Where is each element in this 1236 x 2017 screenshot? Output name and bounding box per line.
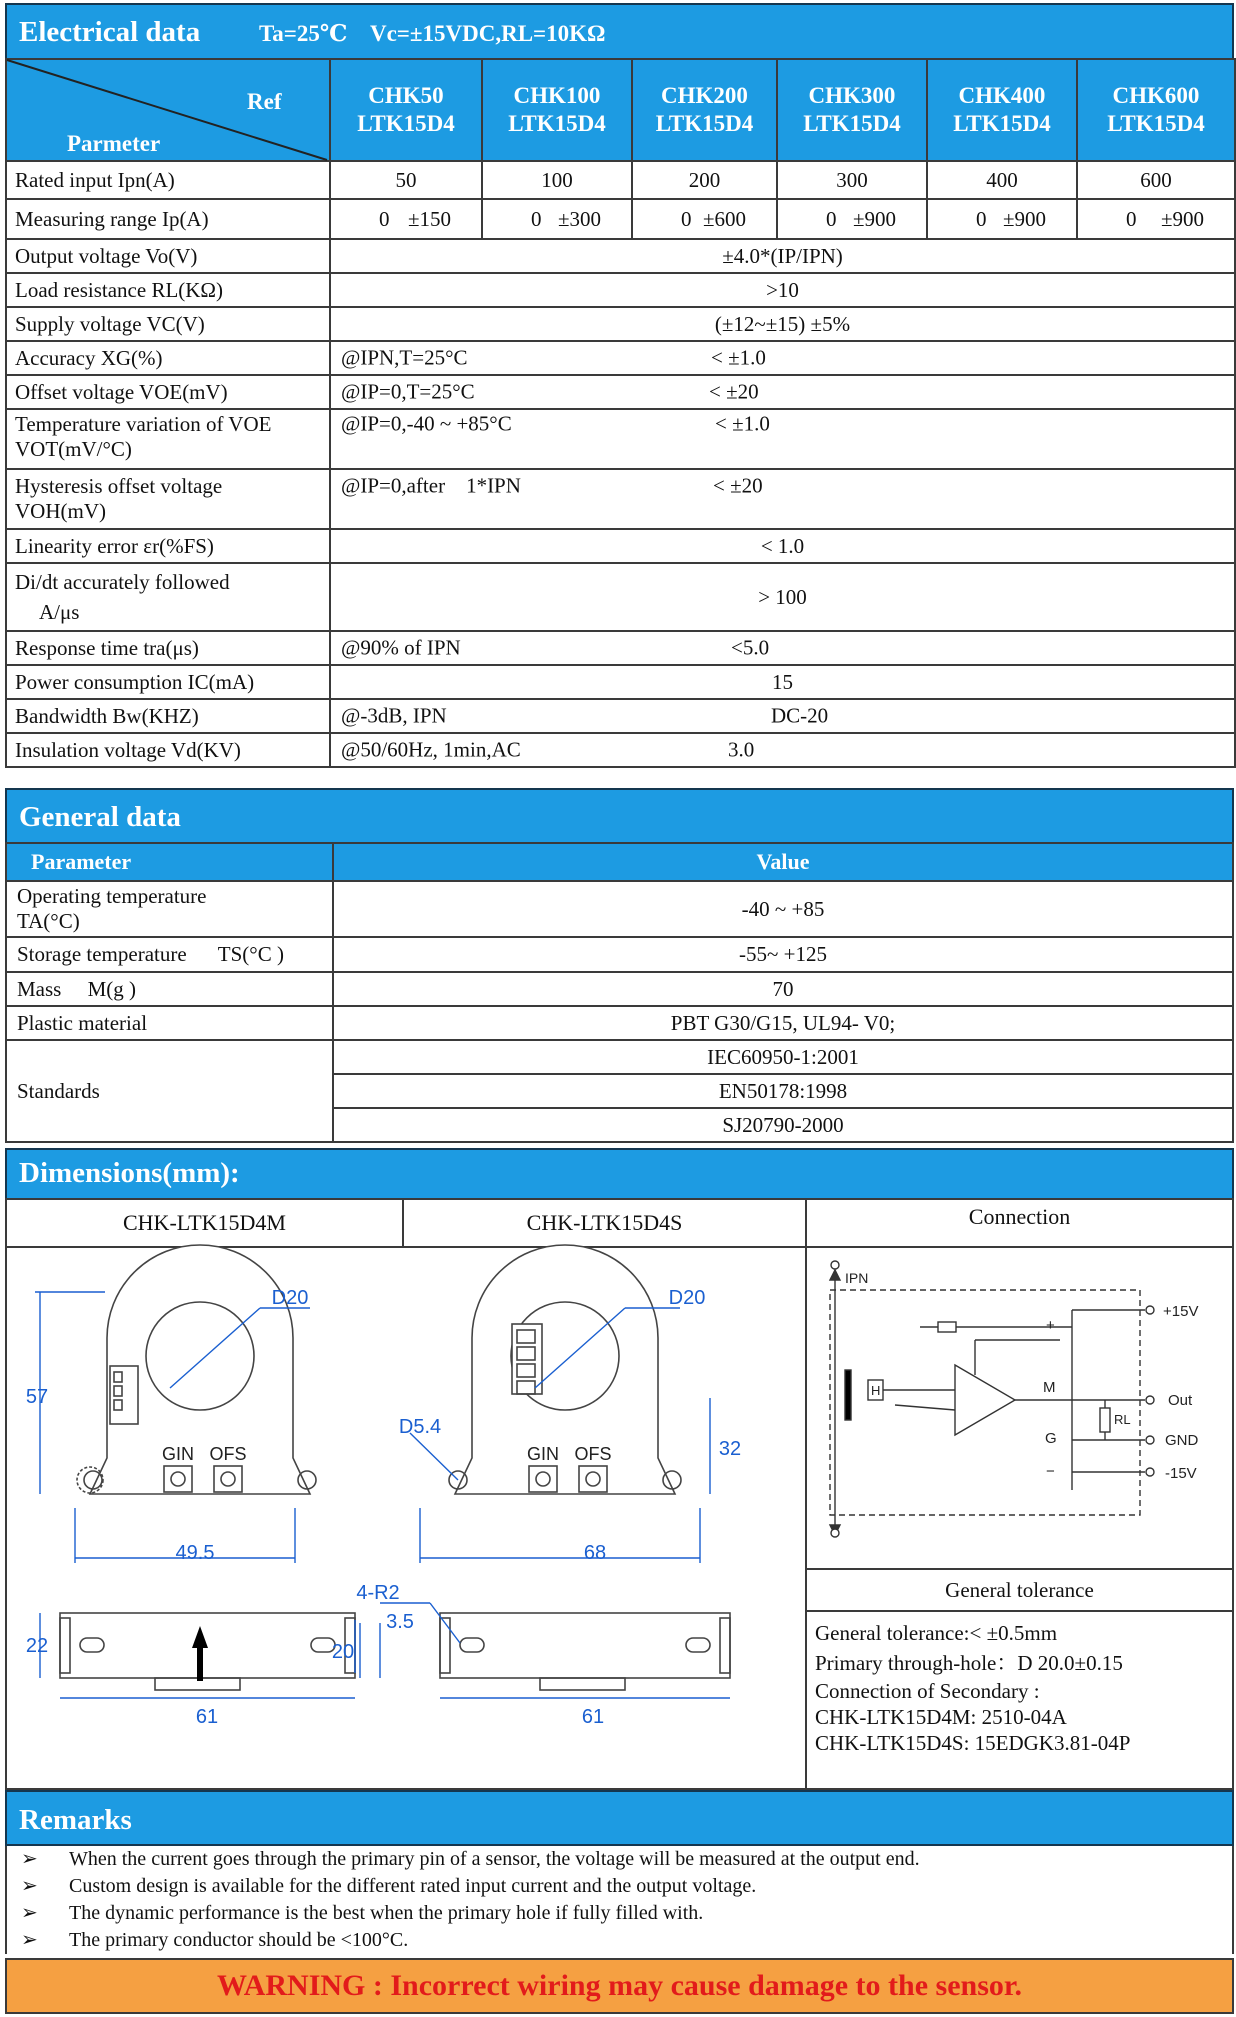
tolerance-line: General tolerance:< ±0.5mm bbox=[815, 1621, 1058, 1645]
mass-label: Mass M(g ) bbox=[6, 972, 333, 1006]
insulation-value: 3.0 bbox=[728, 737, 755, 762]
linearity-label: Linearity error εr(%FS) bbox=[6, 529, 330, 563]
bandwidth-value: DC-20 bbox=[771, 703, 829, 728]
dimensions-title-bar bbox=[5, 1148, 1234, 1200]
offset-voltage-label: Offset voltage VOE(mV) bbox=[6, 375, 330, 409]
remarks-list bbox=[5, 1846, 1234, 1954]
drawing-s bbox=[331, 1258, 790, 1758]
hysteresis-value-cell bbox=[330, 469, 1235, 529]
general-value-header: Value bbox=[333, 843, 1233, 881]
supply-voltage-value: (±12~±15) ±5% bbox=[330, 307, 1235, 341]
measuring-range-value: 0 ±600 bbox=[632, 199, 777, 239]
hysteresis-label: Hysteresis offset voltage VOH(mV) bbox=[6, 469, 330, 529]
tolerance-line: CHK-LTK15D4S: 15EDGK3.81-04P bbox=[815, 1731, 1131, 1755]
tolerance-line: CHK-LTK15D4M: 2510-04A bbox=[815, 1705, 1067, 1729]
response-time-value-cell bbox=[330, 631, 1235, 665]
conn-h-label: H bbox=[871, 1383, 881, 1398]
accuracy-value-cell bbox=[330, 341, 1235, 375]
measuring-range-value: 0 ±900 bbox=[777, 199, 927, 239]
model-header-6: CHK600 LTK15D4 bbox=[1077, 59, 1235, 161]
bandwidth-label: Bandwidth Bw(KHZ) bbox=[6, 699, 330, 733]
output-voltage-row bbox=[6, 239, 1235, 273]
offset-voltage-value-cell bbox=[330, 375, 1235, 409]
gin-label-s: GIN bbox=[526, 1444, 560, 1464]
dim-22: 22 bbox=[25, 1635, 49, 1657]
general-row bbox=[6, 881, 1233, 937]
conn-plus15-label: +15V bbox=[1163, 1303, 1199, 1320]
model-m-label: CHK-LTK15D4M bbox=[6, 1199, 403, 1247]
gin-label-m: GIN bbox=[161, 1444, 195, 1464]
standard-value: IEC60950-1:2001 bbox=[333, 1040, 1233, 1074]
load-resistance-row bbox=[6, 273, 1235, 307]
tolerance-line: Primary through-hole：D 20.0±0.15 bbox=[815, 1651, 1123, 1675]
power-consumption-row bbox=[6, 665, 1235, 699]
dim-d5-4: D5.4 bbox=[398, 1416, 442, 1438]
remark-item: ➢ Custom design is available for the different rated input current and the output voltage. bbox=[7, 1873, 1232, 1900]
storage-temp-value: -55~ +125 bbox=[333, 937, 1233, 972]
rated-input-value: 100 bbox=[482, 161, 632, 199]
dim-d20-s: D20 bbox=[668, 1287, 706, 1309]
tolerance-title: General tolerance bbox=[805, 1570, 1234, 1612]
model-header-2: CHK100 LTK15D4 bbox=[482, 59, 632, 161]
header-ref-label: Ref bbox=[247, 89, 282, 114]
power-consumption-label: Power consumption IC(mA) bbox=[6, 665, 330, 699]
general-data-title-bar bbox=[5, 788, 1234, 844]
conn-minus-label: − bbox=[1046, 1463, 1055, 1480]
dim-57: 57 bbox=[25, 1386, 49, 1408]
load-resistance-label: Load resistance RL(KΩ) bbox=[6, 273, 330, 307]
insulation-row bbox=[6, 733, 1235, 767]
temp-variation-condition: @IP=0,-40 ~ +85°C bbox=[341, 411, 512, 436]
dim-61-m: 61 bbox=[195, 1706, 219, 1728]
ref-parameter-header bbox=[6, 59, 330, 161]
tolerance-panel bbox=[805, 1568, 1234, 1790]
tolerance-line: Connection of Secondary : bbox=[815, 1679, 1040, 1703]
electrical-data-title-bar bbox=[5, 3, 1234, 61]
offset-voltage-condition: @IP=0,T=25°C bbox=[341, 379, 475, 404]
response-time-value: <5.0 bbox=[731, 635, 770, 660]
insulation-value-cell bbox=[330, 733, 1235, 767]
measuring-range-value: 0 ±150 bbox=[330, 199, 482, 239]
operating-temp-label: Operating temperature TA(°C) bbox=[6, 881, 333, 937]
bandwidth-condition: @-3dB, IPN bbox=[341, 703, 447, 728]
remark-item: ➢ The dynamic performance is the best when the primary hole if fully filled with. bbox=[7, 1900, 1232, 1927]
general-data-title: General data bbox=[19, 801, 181, 833]
general-row bbox=[6, 937, 1233, 972]
storage-temp-label: Storage temperature TS(°C ) bbox=[6, 937, 333, 972]
header-parameter-label: Parmeter bbox=[67, 131, 161, 156]
temp-variation-label: Temperature variation of VOE VOT(mV/°C) bbox=[6, 409, 330, 469]
dim-61-s: 61 bbox=[581, 1706, 605, 1728]
conn-gnd-label: GND bbox=[1165, 1432, 1199, 1449]
dim-20: 20 bbox=[331, 1641, 355, 1663]
supply-voltage-label: Supply voltage VC(V) bbox=[6, 307, 330, 341]
response-time-label: Response time tra(μs) bbox=[6, 631, 330, 665]
conn-plus-label: + bbox=[1046, 1317, 1055, 1334]
output-voltage-value: ±4.0*(IP/IPN) bbox=[330, 239, 1235, 273]
conn-g-label: G bbox=[1045, 1430, 1057, 1447]
rated-input-value: 300 bbox=[777, 161, 927, 199]
bandwidth-row bbox=[6, 699, 1235, 733]
dimensions-label-row bbox=[5, 1198, 1234, 1248]
general-row bbox=[6, 1006, 1233, 1040]
rated-input-value: 400 bbox=[927, 161, 1077, 199]
drawing-m bbox=[15, 1258, 395, 1758]
warning-text: WARNING : Incorrect wiring may cause damage to the sensor. bbox=[217, 1969, 1022, 2002]
power-consumption-value: 15 bbox=[330, 665, 1235, 699]
hysteresis-condition: @IP=0,after 1*IPN bbox=[341, 473, 521, 498]
plastic-material-label: Plastic material bbox=[6, 1006, 333, 1040]
dim-68: 68 bbox=[583, 1542, 607, 1564]
linearity-value: < 1.0 bbox=[330, 529, 1235, 563]
measuring-range-value: 0 ±300 bbox=[482, 199, 632, 239]
didt-row bbox=[6, 563, 1235, 631]
rated-input-label: Rated input Ipn(A) bbox=[6, 161, 330, 199]
dim-4-r2: 4-R2 bbox=[356, 1582, 400, 1604]
conn-rl-label: RL bbox=[1114, 1412, 1131, 1427]
measuring-range-value: 0 ±900 bbox=[1077, 199, 1235, 239]
accuracy-value: < ±1.0 bbox=[711, 345, 766, 370]
conn-minus15-label: -15V bbox=[1165, 1465, 1197, 1482]
rated-input-row bbox=[6, 161, 1235, 199]
dim-32: 32 bbox=[718, 1438, 742, 1460]
insulation-label: Insulation voltage Vd(KV) bbox=[6, 733, 330, 767]
conn-m-label: M bbox=[1043, 1379, 1056, 1396]
model-s-label: CHK-LTK15D4S bbox=[403, 1199, 806, 1247]
didt-label: Di/dt accurately followed A/μs bbox=[6, 563, 330, 631]
bandwidth-value-cell bbox=[330, 699, 1235, 733]
ofs-label-s: OFS bbox=[574, 1444, 612, 1464]
offset-voltage-value: < ±20 bbox=[709, 379, 759, 404]
conn-out-label: Out bbox=[1168, 1392, 1193, 1409]
hysteresis-row bbox=[6, 469, 1235, 529]
dimensions-title: Dimensions(mm): bbox=[19, 1157, 240, 1189]
model-header-4: CHK300 LTK15D4 bbox=[777, 59, 927, 161]
remarks-title-bar bbox=[5, 1790, 1234, 1846]
accuracy-label: Accuracy XG(%) bbox=[6, 341, 330, 375]
plastic-material-value: PBT G30/G15, UL94- V0; bbox=[333, 1006, 1233, 1040]
model-header-1: CHK50 LTK15D4 bbox=[330, 59, 482, 161]
didt-value: > 100 bbox=[330, 563, 1235, 631]
general-parameter-header: Parameter bbox=[6, 843, 333, 881]
remarks-title: Remarks bbox=[19, 1804, 132, 1836]
electrical-data-table bbox=[5, 58, 1236, 768]
model-header-5: CHK400 LTK15D4 bbox=[927, 59, 1077, 161]
electrical-data-title: Electrical data bbox=[19, 16, 201, 48]
connection-diagram bbox=[810, 1250, 1230, 1560]
connection-label: Connection bbox=[806, 1199, 1233, 1247]
measuring-range-value: 0 ±900 bbox=[927, 199, 1077, 239]
warning-banner bbox=[5, 1958, 1234, 2014]
electrical-conditions: Ta=25℃ Vc=±15VDC,RL=10KΩ bbox=[259, 21, 606, 46]
supply-voltage-row bbox=[6, 307, 1235, 341]
mass-value: 70 bbox=[333, 972, 1233, 1006]
measuring-range-label: Measuring range Ip(A) bbox=[6, 199, 330, 239]
temp-variation-value-cell bbox=[330, 409, 1235, 469]
remark-item: ➢ When the current goes through the primary pin of a sensor, the voltage will be measured at the output end. bbox=[7, 1846, 1232, 1873]
hysteresis-value: < ±20 bbox=[713, 473, 763, 498]
insulation-condition: @50/60Hz, 1min,AC bbox=[341, 737, 521, 762]
dim-49-5: 49.5 bbox=[175, 1542, 215, 1564]
standards-row bbox=[6, 1040, 1233, 1074]
rated-input-value: 200 bbox=[632, 161, 777, 199]
response-time-row bbox=[6, 631, 1235, 665]
general-data-table bbox=[5, 842, 1234, 1143]
offset-voltage-row bbox=[6, 375, 1235, 409]
dim-3-5: 3.5 bbox=[386, 1611, 414, 1633]
rated-input-value: 50 bbox=[330, 161, 482, 199]
standard-value: SJ20790-2000 bbox=[333, 1108, 1233, 1142]
response-time-condition: @90% of IPN bbox=[341, 635, 461, 660]
temp-variation-value: < ±1.0 bbox=[715, 411, 770, 436]
output-voltage-label: Output voltage Vo(V) bbox=[6, 239, 330, 273]
general-row bbox=[6, 972, 1233, 1006]
load-resistance-value: >10 bbox=[330, 273, 1235, 307]
dim-d20-m: D20 bbox=[271, 1287, 309, 1309]
conn-ipn-label: IPN bbox=[845, 1270, 869, 1286]
accuracy-condition: @IPN,T=25°C bbox=[341, 345, 468, 370]
model-header-3: CHK200 LTK15D4 bbox=[632, 59, 777, 161]
linearity-row bbox=[6, 529, 1235, 563]
standards-label: Standards bbox=[6, 1040, 333, 1142]
operating-temp-value: -40 ~ +85 bbox=[333, 881, 1233, 937]
measuring-range-row bbox=[6, 199, 1235, 239]
standard-value: EN50178:1998 bbox=[333, 1074, 1233, 1108]
ofs-label-m: OFS bbox=[209, 1444, 247, 1464]
remark-item: ➢ The primary conductor should be <100°C. bbox=[7, 1927, 1232, 1954]
temp-variation-row bbox=[6, 409, 1235, 469]
rated-input-value: 600 bbox=[1077, 161, 1235, 199]
accuracy-row bbox=[6, 341, 1235, 375]
